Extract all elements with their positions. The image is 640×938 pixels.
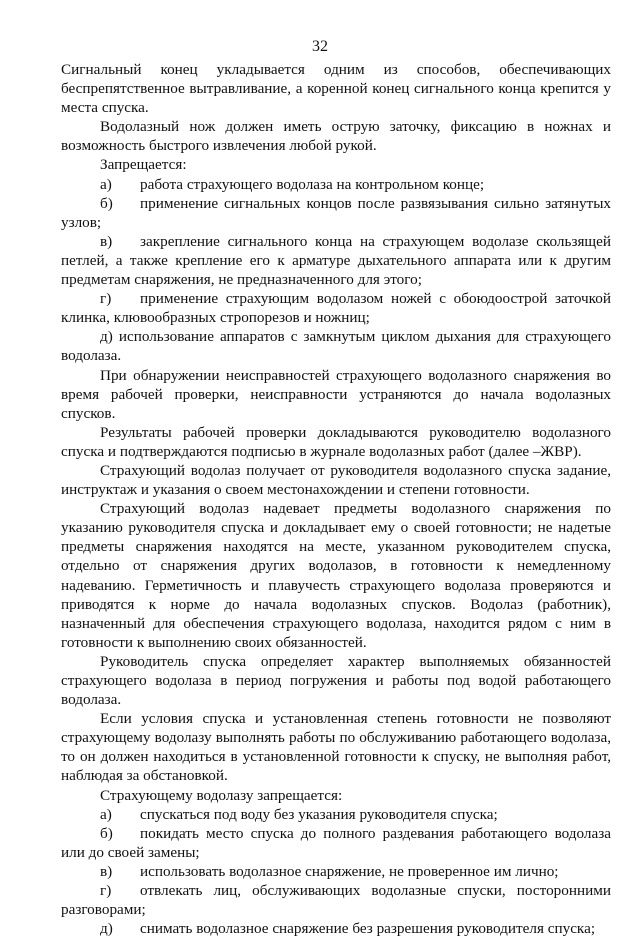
- list-item: [61, 175, 611, 194]
- paragraph: [61, 327, 611, 365]
- list-item: [61, 805, 611, 824]
- list-item: [61, 881, 611, 919]
- list-item: [61, 232, 611, 289]
- paragraph: [61, 117, 611, 155]
- paragraph: [61, 461, 611, 499]
- paragraph-text: снимать водолазное снаряжение без разрешения руководителя спуска;: [140, 920, 596, 938]
- paragraph: [61, 652, 611, 709]
- list-item: [61, 289, 611, 327]
- paragraph-text: Если условия спуска и установленная степень готовности не позволяют страхующему водолазу выполнять работы по обслуживанию работающего водолаза, то он должен находиться в установленной готовности к спуску, не выполняя работ, наблюдая за обстановкой.: [61, 710, 611, 785]
- list-marker: г): [100, 290, 112, 308]
- paragraph-text: Сигнальный конец укладывается одним из способов, обеспечивающих беспрепятственное вытравливание, а коренной конец сигнального конца крепится у места спуска.: [61, 61, 611, 117]
- document-body: [61, 60, 611, 938]
- paragraph-text: Страхующий водолаз надевает предметы водолазного снаряжения по указанию руководителя спуска и докладывает ему о своей готовности; не надетые предметы снаряжения находятся на месте, указанном руководителем спуска, отдельно от снаряжения других водолазов, в готовности к немедленному надеванию. Герметичность и плавучесть страхующего водолаза проверяются и приводятся к норме до начала водолазных спусков. Водолаз (работник), назначенный для обеспечения страхующего водолаза, находится рядом с ним в готовности к выполнению своих обязанностей.: [61, 500, 611, 651]
- paragraph-text: покидать место спуска до полного раздевания работающего водолаза или до своей замены;: [61, 824, 611, 861]
- list-marker: а): [100, 175, 112, 193]
- paragraph: [61, 499, 611, 652]
- paragraph-text: Результаты рабочей проверки докладываются руководителю водолазного спуска и подтверждаются подписью в журнале водолазных работ (далее –ЖВР).: [61, 423, 611, 460]
- list-marker: в): [100, 232, 113, 250]
- paragraph: [61, 155, 611, 174]
- list-item: [61, 919, 611, 938]
- paragraph-text: При обнаружении неисправностей страхующего водолазного снаряжения во время рабочей проверки, неисправности устраняются до начала водолазных спусков.: [61, 366, 611, 422]
- list-marker: б): [100, 824, 113, 842]
- paragraph-text: отвлекать лиц, обслуживающих водолазные спуски, посторонними разговорами;: [61, 882, 611, 919]
- paragraph-text: использовать водолазное снаряжение, не проверенное им лично;: [140, 862, 559, 880]
- paragraph-text: применение сигнальных концов после развязывания сильно затянутых узлов;: [61, 194, 611, 231]
- paragraph-text: работа страхующего водолаза на контрольном конце;: [140, 175, 485, 193]
- page-number: 32: [312, 38, 328, 55]
- paragraph: [61, 423, 611, 461]
- paragraph-text: Страхующий водолаз получает от руководителя водолазного спуска задание, инструктаж и указания о своем местонахождении и степени готовности.: [61, 461, 611, 499]
- list-marker: г): [100, 882, 112, 900]
- list-marker: б): [100, 194, 113, 212]
- list-item: [61, 824, 611, 862]
- list-item: [61, 862, 611, 881]
- paragraph-text: д) использование аппаратов с замкнутым циклом дыхания для страхующего водолаза.: [61, 328, 611, 365]
- paragraph-text: Страхующему водолазу запрещается:: [100, 786, 343, 804]
- paragraph: [61, 366, 611, 423]
- paragraph-text: применение страхующим водолазом ножей с обоюдоострой заточкой клинка, клювообразных стропорезов и ножниц;: [61, 290, 611, 327]
- list-marker: в): [100, 862, 113, 880]
- paragraph: [61, 786, 611, 805]
- list-marker: а): [100, 805, 112, 823]
- paragraph-text: Запрещается:: [100, 156, 187, 174]
- paragraph: [61, 709, 611, 785]
- paragraph: [61, 60, 611, 117]
- paragraph-text: спускаться под воду без указания руководителя спуска;: [140, 805, 498, 823]
- paragraph-text: закрепление сигнального конца на страхующем водолазе скользящей петлей, а также крепление его к арматуре дыхательного аппарата или к другим предметам снаряжения, не предназначенного для этого;: [61, 232, 611, 289]
- list-item: [61, 194, 611, 232]
- paragraph-text: Водолазный нож должен иметь острую заточку, фиксацию в ножнах и возможность быстрого извлечения любой рукой.: [61, 118, 611, 155]
- paragraph-text: Руководитель спуска определяет характер выполняемых обязанностей страхующего водолаза в период погружения и работы под водой работающего водолаза.: [61, 652, 611, 709]
- list-marker: д): [100, 920, 113, 938]
